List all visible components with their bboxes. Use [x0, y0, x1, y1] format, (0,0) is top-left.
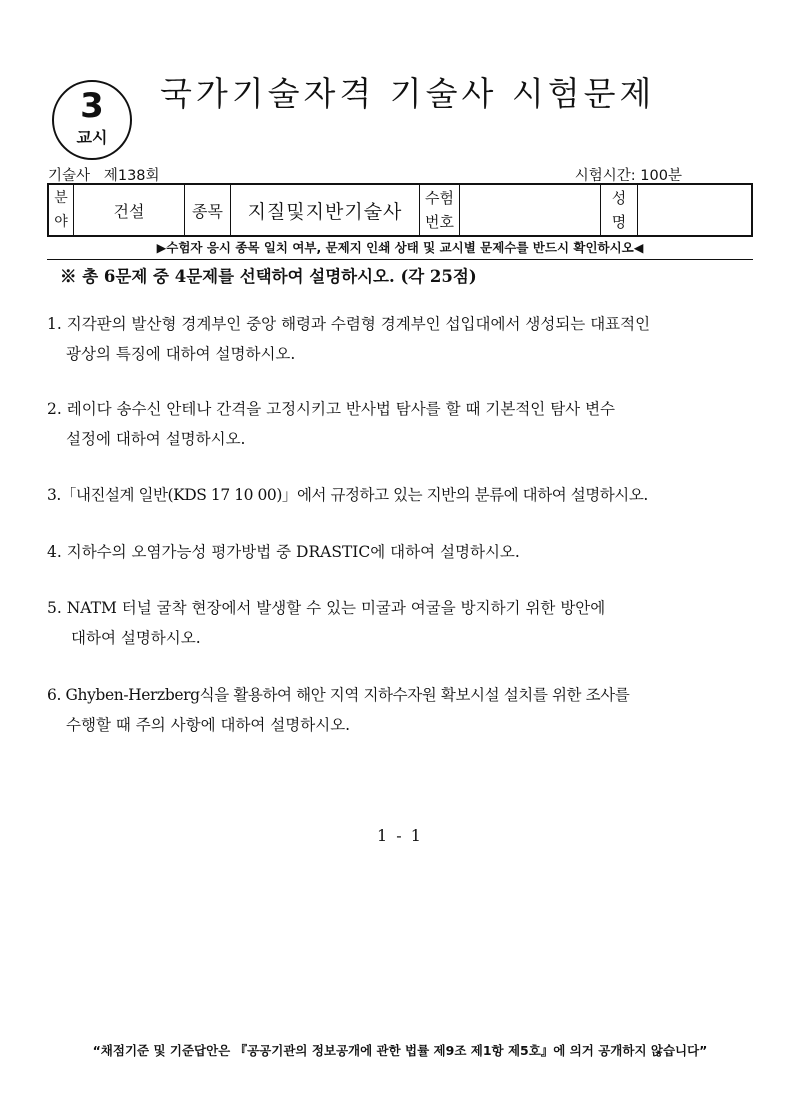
category-value: 지질및지반기술사 [231, 184, 420, 236]
question-1-line-1: 1. 지각판의 발산형 경계부인 중앙 해령과 수렴형 경계부인 섭입대에서 생성되는 대표적인 [47, 315, 651, 333]
disclosure-footer: “채점기준 및 기준답안은 『공공기관의 정보공개에 관한 법률 제9조 제1항 제5호』에 의거 공개하지 않습니다” [92, 1043, 708, 1058]
question-2-line-2: 설정에 대하여 설명하시오. [66, 430, 246, 448]
exam-number-label-1: 수험 [425, 189, 454, 207]
exam-info-table [47, 183, 753, 237]
name-label-2: 명 [611, 213, 627, 231]
period-label: 교시 [76, 128, 108, 147]
exam-number-label-2: 번호 [425, 213, 454, 231]
field-label-cell [48, 184, 74, 236]
question-1-line-2: 광상의 특징에 대하여 설명하시오. [66, 345, 296, 363]
instruction: ※ 총 6문제 중 4문제를 선택하여 설명하시오. (각 25점) [60, 267, 477, 286]
check-notice: ▶수험자 응시 종목 일치 여부, 문제지 인쇄 상태 및 교시별 문제수를 반드시 확인하시오◀ [156, 240, 644, 255]
field-label-1: 분 [54, 190, 68, 206]
exam-round: 기술사 제138회 [48, 168, 160, 184]
question-2 [47, 394, 759, 454]
question-6 [47, 680, 759, 740]
exam-duration: 시험시간: 100분 [574, 168, 682, 184]
page-title: 국가기술자격 기술사 시험문제 [160, 74, 656, 113]
name-label-1: 성 [611, 189, 627, 207]
question-1 [47, 309, 759, 369]
name-label-cell [601, 184, 638, 236]
question-5-line-1: 5. NATM 터널 굴착 현장에서 발생할 수 있는 미굴과 여굴을 방지하기 위한 방안에 [47, 599, 606, 617]
period-badge [52, 80, 132, 160]
question-4 [47, 537, 759, 567]
question-2-line-1: 2. 레이다 송수신 안테나 간격을 고정시키고 반사법 탐사를 할 때 기본적인 탐사 변수 [47, 400, 616, 418]
exam-number-field[interactable] [460, 184, 601, 236]
page-number: 1 - 1 [377, 826, 423, 845]
period-number: 3 [80, 86, 104, 126]
question-4-line-1: 4. 지하수의 오염가능성 평가방법 중 DRASTIC에 대하여 설명하시오. [47, 543, 520, 561]
question-5-line-2: 대하여 설명하시오. [71, 629, 201, 647]
divider [47, 259, 753, 260]
field-value: 건설 [74, 184, 185, 236]
question-6-line-1: 6. Ghyben-Herzberg식을 활용하여 해안 지역 지하수자원 확보시설 설치를 위한 조사를 [47, 686, 630, 704]
question-6-line-2: 수행할 때 주의 사항에 대하여 설명하시오. [66, 716, 351, 734]
category-label: 종목 [185, 184, 231, 236]
question-5 [47, 593, 759, 653]
question-3-line-1: 3.「내진설계 일반(KDS 17 10 00)」에서 규정하고 있는 지반의 분류에 대하여 설명하시오. [47, 486, 648, 504]
question-3 [47, 480, 759, 510]
name-field[interactable] [638, 184, 753, 236]
exam-number-label-cell [420, 184, 460, 236]
field-label-2: 야 [54, 214, 68, 230]
